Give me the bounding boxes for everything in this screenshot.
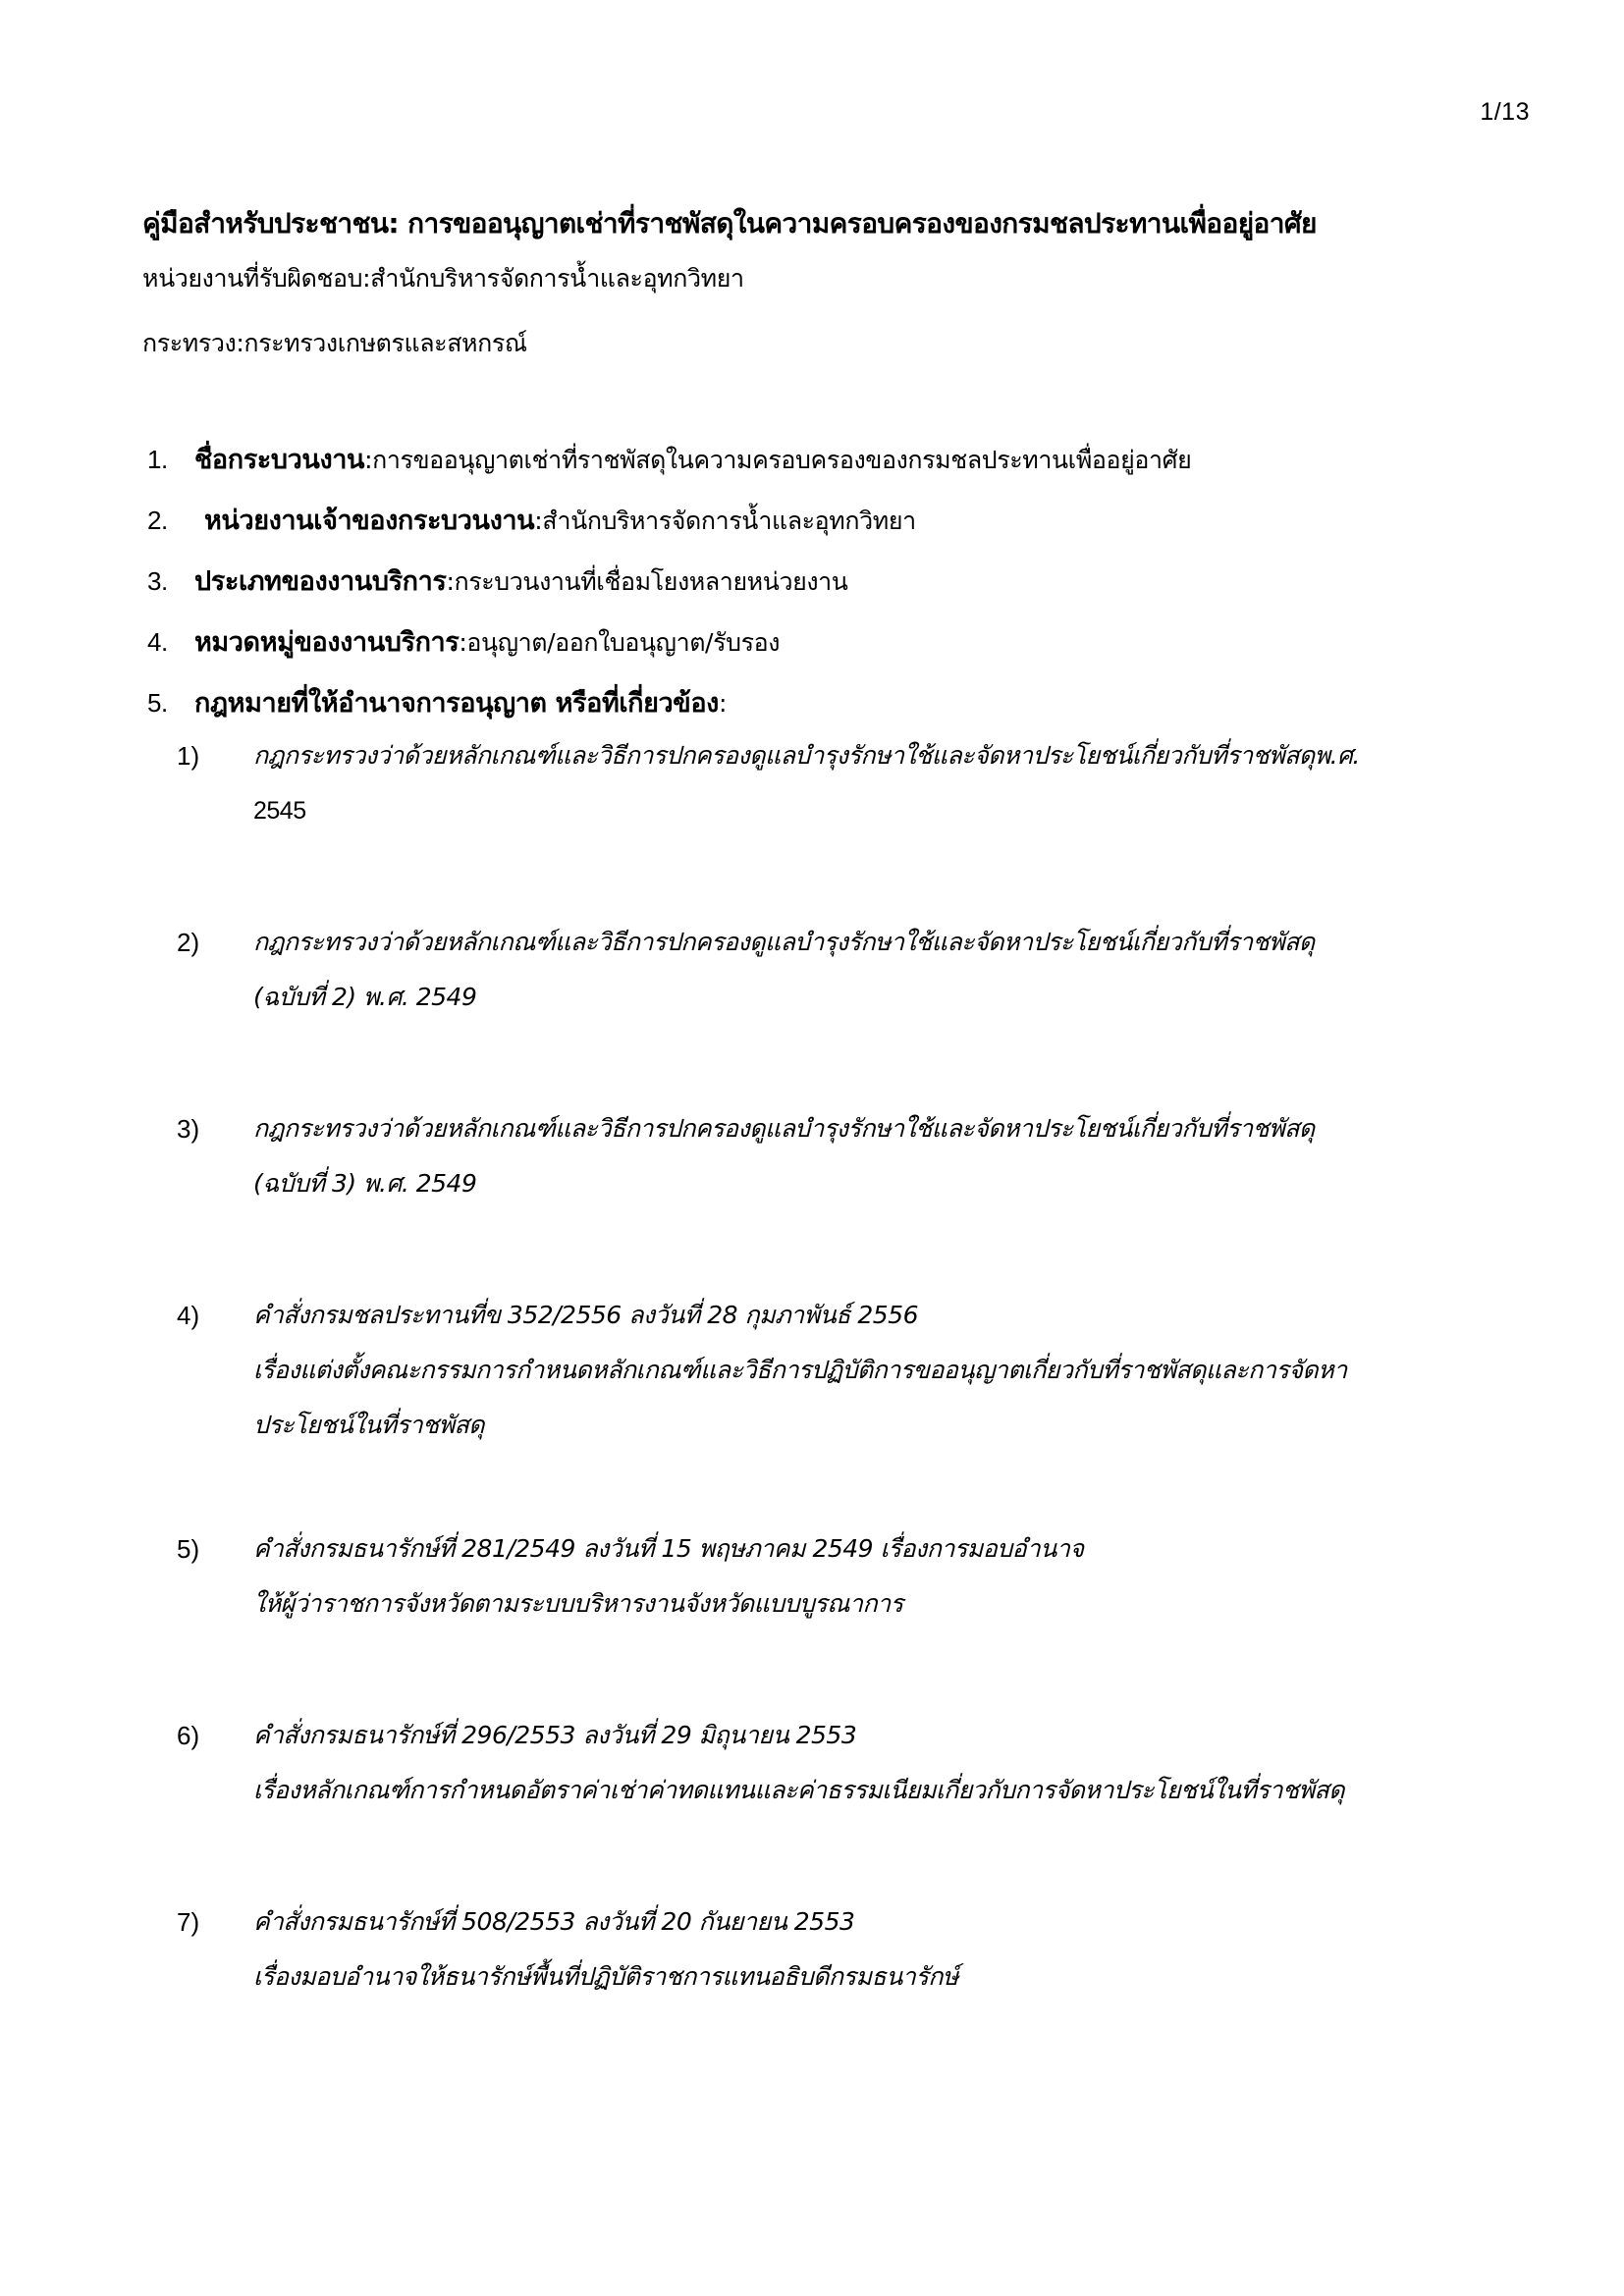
- law-text: กฎกระทรวงว่าด้วยหลักเกณฑ์และวิธีการปกครองดูแลบำรุงรักษาใช้และจัดหาประโยชน์เกี่ยวกับที่ราชพัสดุ: [253, 1114, 1315, 1143]
- section-item-process-name: [147, 438, 1542, 499]
- section-item-service-type: [147, 560, 1542, 620]
- law-item: [177, 1708, 1551, 1818]
- law-text: คำสั่งกรมธนารักษ์ที่ 508/2553 ลงวันที่ 20 กันยายน 2553: [253, 1907, 855, 1936]
- law-text: คำสั่งกรมธนารักษ์ที่ 296/2553 ลงวันที่ 29 มิถุนายน 2553: [253, 1721, 857, 1749]
- responsible-agency: หน่วยงานที่รับผิดชอบ:สำนักบริหารจัดการน้ำและอุทกวิทยา: [142, 264, 744, 293]
- law-number: 4): [177, 1301, 200, 1330]
- law-number: 2): [177, 928, 200, 957]
- law-item: [177, 1288, 1551, 1453]
- section-value: :: [718, 689, 727, 718]
- law-item: [177, 728, 1551, 838]
- section-number: 2.: [147, 506, 168, 535]
- law-number: 3): [177, 1114, 200, 1144]
- document-header: [142, 202, 1537, 365]
- law-number: 7): [177, 1907, 200, 1937]
- section-label: หน่วยงานเจ้าของกระบวนงาน: [204, 506, 535, 536]
- law-text: เรื่องหลักเกณฑ์การกำหนดอัตราค่าเช่าค่าทดแทนและค่าธรรมเนียมเกี่ยวกับการจัดหาประโยชน์ในที่ราชพัสดุ: [253, 1776, 1344, 1804]
- law-text: คำสั่งกรมชลประทานที่ข 352/2556 ลงวันที่ 28 กุมภาพันธ์ 2556: [253, 1301, 918, 1329]
- law-number: 5): [177, 1534, 200, 1564]
- law-item: [177, 1522, 1551, 1631]
- section-value: :สำนักบริหารจัดการน้ำและอุทกวิทยา: [534, 507, 916, 535]
- law-item: [177, 1101, 1551, 1211]
- law-text: (ฉบับที่ 2) พ.ศ. 2549: [253, 983, 477, 1011]
- law-text: (ฉบับที่ 3) พ.ศ. 2549: [253, 1169, 477, 1198]
- section-label: ประเภทของงานบริการ: [194, 566, 447, 597]
- law-text: กฎกระทรวงว่าด้วยหลักเกณฑ์และวิธีการปกครองดูแลบำรุงรักษาใช้และจัดหาประโยชน์เกี่ยวกับที่ราชพัสดุ: [253, 928, 1315, 956]
- law-text: เรื่องมอบอำนาจให้ธนารักษ์พื้นที่ปฏิบัติราชการแทนอธิบดีกรมธนารักษ์: [253, 1962, 958, 1991]
- ministry: กระทรวง:กระทรวงเกษตรและสหกรณ์: [142, 329, 527, 357]
- law-text: กฎกระทรวงว่าด้วยหลักเกณฑ์และวิธีการปกครองดูแลบำรุงรักษาใช้และจัดหาประโยชน์เกี่ยวกับที่ราชพัสดุพ.ศ.: [253, 741, 1360, 770]
- section-list: [147, 438, 1542, 742]
- document-title: คู่มือสำหรับประชาชน: การขออนุญาตเช่าที่ราชพัสดุในความครอบครองของกรมชลประทานเพื่ออยู่อาศัย: [142, 207, 1317, 240]
- law-text: คำสั่งกรมธนารักษ์ที่ 281/2549 ลงวันที่ 15 พฤษภาคม 2549 เรื่องการมอบอำนาจ: [253, 1534, 1084, 1563]
- section-value: :การขออนุญาตเช่าที่ราชพัสดุในความครอบครองของกรมชลประทานเพื่ออยู่อาศัย: [364, 446, 1192, 474]
- section-number: 4.: [147, 627, 168, 657]
- law-text: ให้ผู้ว่าราชการจังหวัดตามระบบบริหารงานจังหวัดแบบบูรณาการ: [253, 1589, 903, 1618]
- law-item: [177, 915, 1551, 1025]
- section-number: 5.: [147, 688, 168, 718]
- section-value: :อนุญาต/ออกใบอนุญาต/รับรอง: [459, 628, 781, 657]
- section-number: 1.: [147, 445, 168, 474]
- section-value: :กระบวนงานที่เชื่อมโยงหลายหน่วยงาน: [446, 567, 848, 596]
- section-item-service-category: [147, 620, 1542, 681]
- law-text: เรื่องแต่งตั้งคณะกรรมการกำหนดหลักเกณฑ์และวิธีการปฏิบัติการขออนุญาตเกี่ยวกับที่ราชพัสดุและการจัดหา: [253, 1356, 1347, 1384]
- law-text: 2545: [253, 797, 306, 825]
- law-number: 1): [177, 741, 200, 771]
- law-text: ประโยชน์ในที่ราชพัสดุ: [253, 1411, 485, 1439]
- law-number: 6): [177, 1721, 200, 1750]
- section-label: กฎหมายที่ให้อำนาจการอนุญาต หรือที่เกี่ยวข้อง: [194, 688, 719, 719]
- section-label: หมวดหมู่ของงานบริการ: [194, 627, 460, 658]
- section-label: ชื่อกระบวนงาน: [194, 445, 365, 475]
- law-item: [177, 1895, 1551, 2004]
- section-item-owner-agency: [147, 499, 1542, 560]
- page-number: 1/13: [1480, 98, 1530, 126]
- section-number: 3.: [147, 566, 168, 596]
